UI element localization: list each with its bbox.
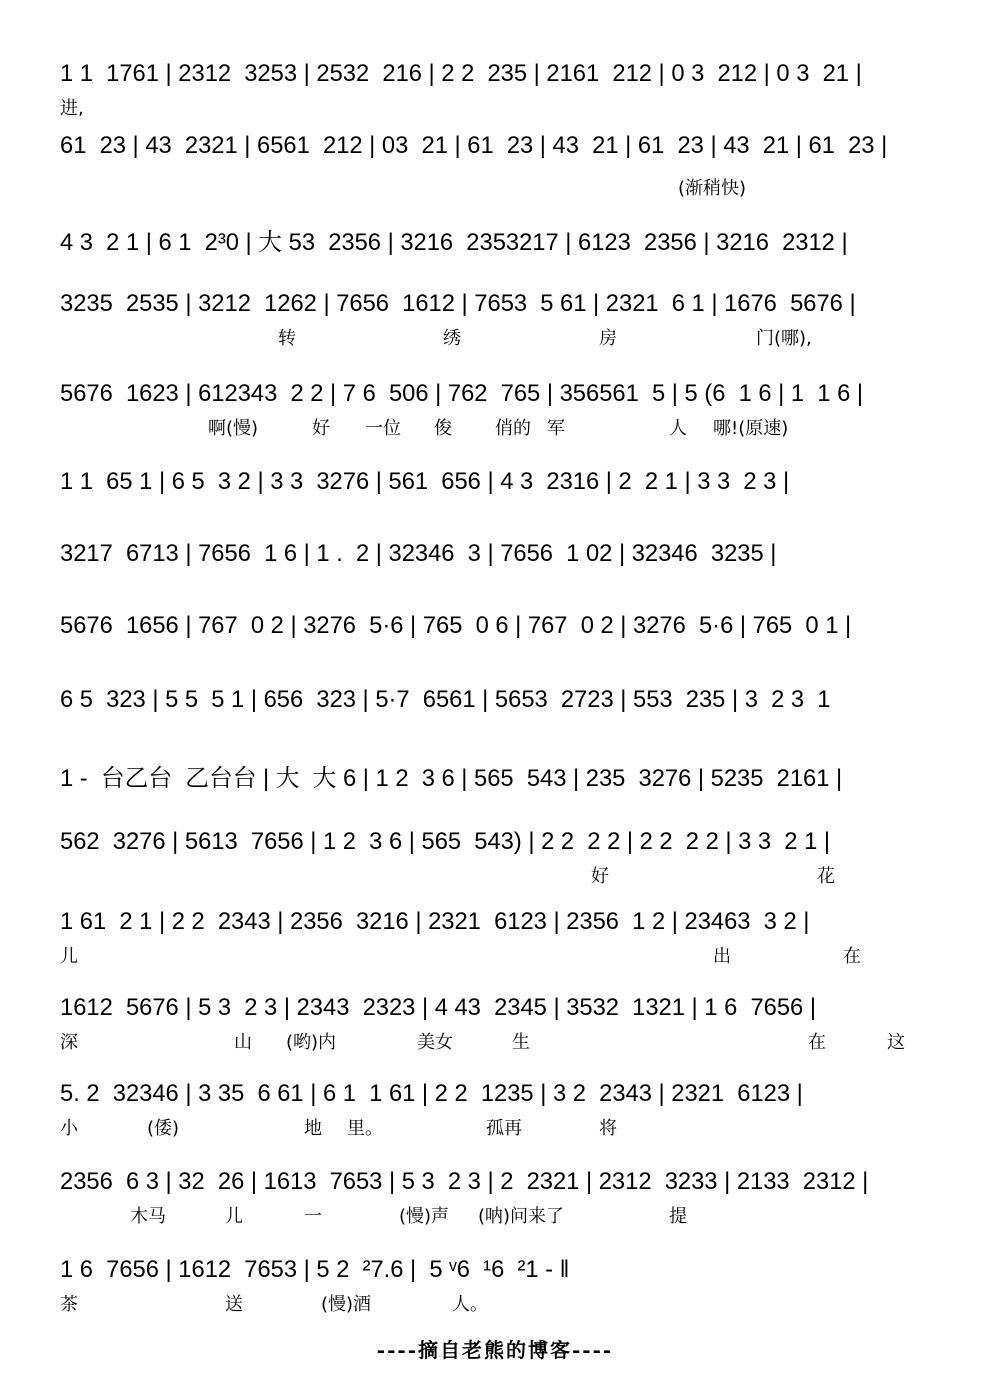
- lyric-text: 美女: [417, 1032, 453, 1053]
- lyric-text: 儿: [60, 946, 78, 967]
- lyric-text: 在: [843, 946, 861, 967]
- score-system: [60, 1080, 940, 1140]
- lyric-text: (渐稍快): [678, 178, 747, 199]
- lyric-text: (慢)声: [399, 1206, 450, 1227]
- notation-line: 4 3 2 1 | 6 1 2³0 | 大 53 2356 | 3216 2353217 | 6123 2356 | 3216 2312 |: [60, 229, 848, 256]
- lyric-text: (哟)内: [286, 1032, 337, 1053]
- score-system: [60, 994, 940, 1054]
- lyric-text: 一位: [365, 418, 401, 439]
- score-system: [60, 290, 940, 350]
- lyric-text: (慢)酒: [321, 1294, 372, 1315]
- notation-line: 1 - 台乙台 乙台台 | 大 大 6 | 1 2 3 6 | 565 543 | 235 3276 | 5235 2161 |: [60, 765, 843, 792]
- lyric-text: 好: [312, 418, 330, 439]
- lyric-text: 茶: [60, 1294, 78, 1315]
- lyric-text: 出: [713, 946, 731, 967]
- lyric-text: 房: [599, 328, 617, 349]
- lyric-text: 送: [225, 1294, 243, 1315]
- score-system: [60, 60, 940, 120]
- lyric-text: 将: [599, 1118, 617, 1139]
- notation-line: 1 1 1761 | 2312 3253 | 2532 216 | 2 2 235 | 2161 212 | 0 3 212 | 0 3 21 |: [60, 60, 862, 87]
- score-system: [60, 908, 940, 968]
- lyric-text: 俊: [434, 418, 452, 439]
- lyric-text: 俏的: [495, 418, 531, 439]
- lyric-text: 在: [808, 1032, 826, 1053]
- notation-line: 3217 6713 | 7656 1 6 | 1 . 2 | 32346 3 | 7656 1 02 | 32346 3235 |: [60, 540, 777, 567]
- lyric-text: 孤再: [486, 1118, 522, 1139]
- lyric-text: 哪!(原速): [713, 418, 789, 439]
- notation-line: 61 23 | 43 2321 | 6561 212 | 03 21 | 61 23 | 43 21 | 61 23 | 43 21 | 61 23 |: [60, 132, 888, 159]
- lyric-text: 这: [887, 1032, 905, 1053]
- notation-line: 5676 1656 | 767 0 2 | 3276 5·6 | 765 0 6 | 767 0 2 | 3276 5·6 | 765 0 1 |: [60, 612, 852, 639]
- notation-line: 5. 2 32346 | 3 35 6 61 | 6 1 1 61 | 2 2 1235 | 3 2 2343 | 2321 6123 |: [60, 1080, 803, 1107]
- notation-line: 1 1 65 1 | 6 5 3 2 | 3 3 3276 | 561 656 | 4 3 2316 | 2 2 1 | 3 3 2 3 |: [60, 468, 790, 495]
- score-system: [60, 612, 940, 672]
- notation-line: 562 3276 | 5613 7656 | 1 2 3 6 | 565 543) | 2 2 2 2 | 2 2 2 2 | 3 3 2 1 |: [60, 828, 831, 855]
- score-system: [60, 828, 940, 888]
- lyric-text: 山: [234, 1032, 252, 1053]
- source-attribution: ----摘自老熊的博客----: [376, 1338, 614, 1362]
- lyric-text: 好: [591, 866, 609, 887]
- lyric-text: 人: [669, 418, 687, 439]
- lyric-text: 地: [304, 1118, 322, 1139]
- notation-line: 3235 2535 | 3212 1262 | 7656 1612 | 7653 5 61 | 2321 6 1 | 1676 5676 |: [60, 290, 856, 317]
- lyric-text: 啊(慢): [208, 418, 259, 439]
- lyric-text: 进,: [60, 98, 84, 119]
- notation-line: 1 6 7656 | 1612 7653 | 5 2 ²7.6 | 5 ᵛ6 ¹6 ²1 - ‖: [60, 1256, 570, 1283]
- lyric-text: 小: [60, 1118, 78, 1139]
- notation-line: 5676 1623 | 612343 2 2 | 7 6 506 | 762 765 | 356561 5 | 5 (6 1 6 | 1 1 6 |: [60, 380, 864, 407]
- notation-line: 6 5 323 | 5 5 5 1 | 656 323 | 5·7 6561 | 5653 2723 | 553 235 | 3 2 3 1: [60, 686, 831, 713]
- score-system: [60, 686, 940, 746]
- lyric-text: 提: [669, 1206, 687, 1227]
- score-system: [60, 540, 940, 600]
- lyric-text: 人。: [452, 1294, 488, 1315]
- lyric-text: (倭): [147, 1118, 180, 1139]
- lyric-text: 深: [60, 1032, 78, 1053]
- score-system: [60, 1168, 940, 1228]
- lyric-text: 转: [278, 328, 296, 349]
- score-system: [60, 758, 940, 818]
- notation-line: 2356 6 3 | 32 26 | 1613 7653 | 5 3 2 3 | 2 2321 | 2312 3233 | 2133 2312 |: [60, 1168, 869, 1195]
- score-system: [60, 380, 940, 440]
- lyric-text: 儿: [225, 1206, 243, 1227]
- lyric-text: 军: [547, 418, 565, 439]
- lyric-text: (呐)问来了: [478, 1206, 565, 1227]
- notation-line: 1 61 2 1 | 2 2 2343 | 2356 3216 | 2321 6123 | 2356 1 2 | 23463 3 2 |: [60, 908, 810, 935]
- lyric-text: 木马: [130, 1206, 166, 1227]
- lyric-text: 门(哪),: [756, 328, 812, 349]
- score-system: [60, 1256, 940, 1316]
- notation-line: 1612 5676 | 5 3 2 3 | 2343 2323 | 4 43 2345 | 3532 1321 | 1 6 7656 |: [60, 994, 817, 1021]
- lyric-text: 绣: [443, 328, 461, 349]
- score-system: [60, 222, 940, 282]
- lyric-text: 里。: [347, 1118, 383, 1139]
- lyric-text: 一: [304, 1206, 322, 1227]
- lyric-text: 生: [512, 1032, 530, 1053]
- lyric-text: 花: [817, 866, 835, 887]
- score-system: [60, 468, 940, 528]
- score-system: [60, 132, 940, 199]
